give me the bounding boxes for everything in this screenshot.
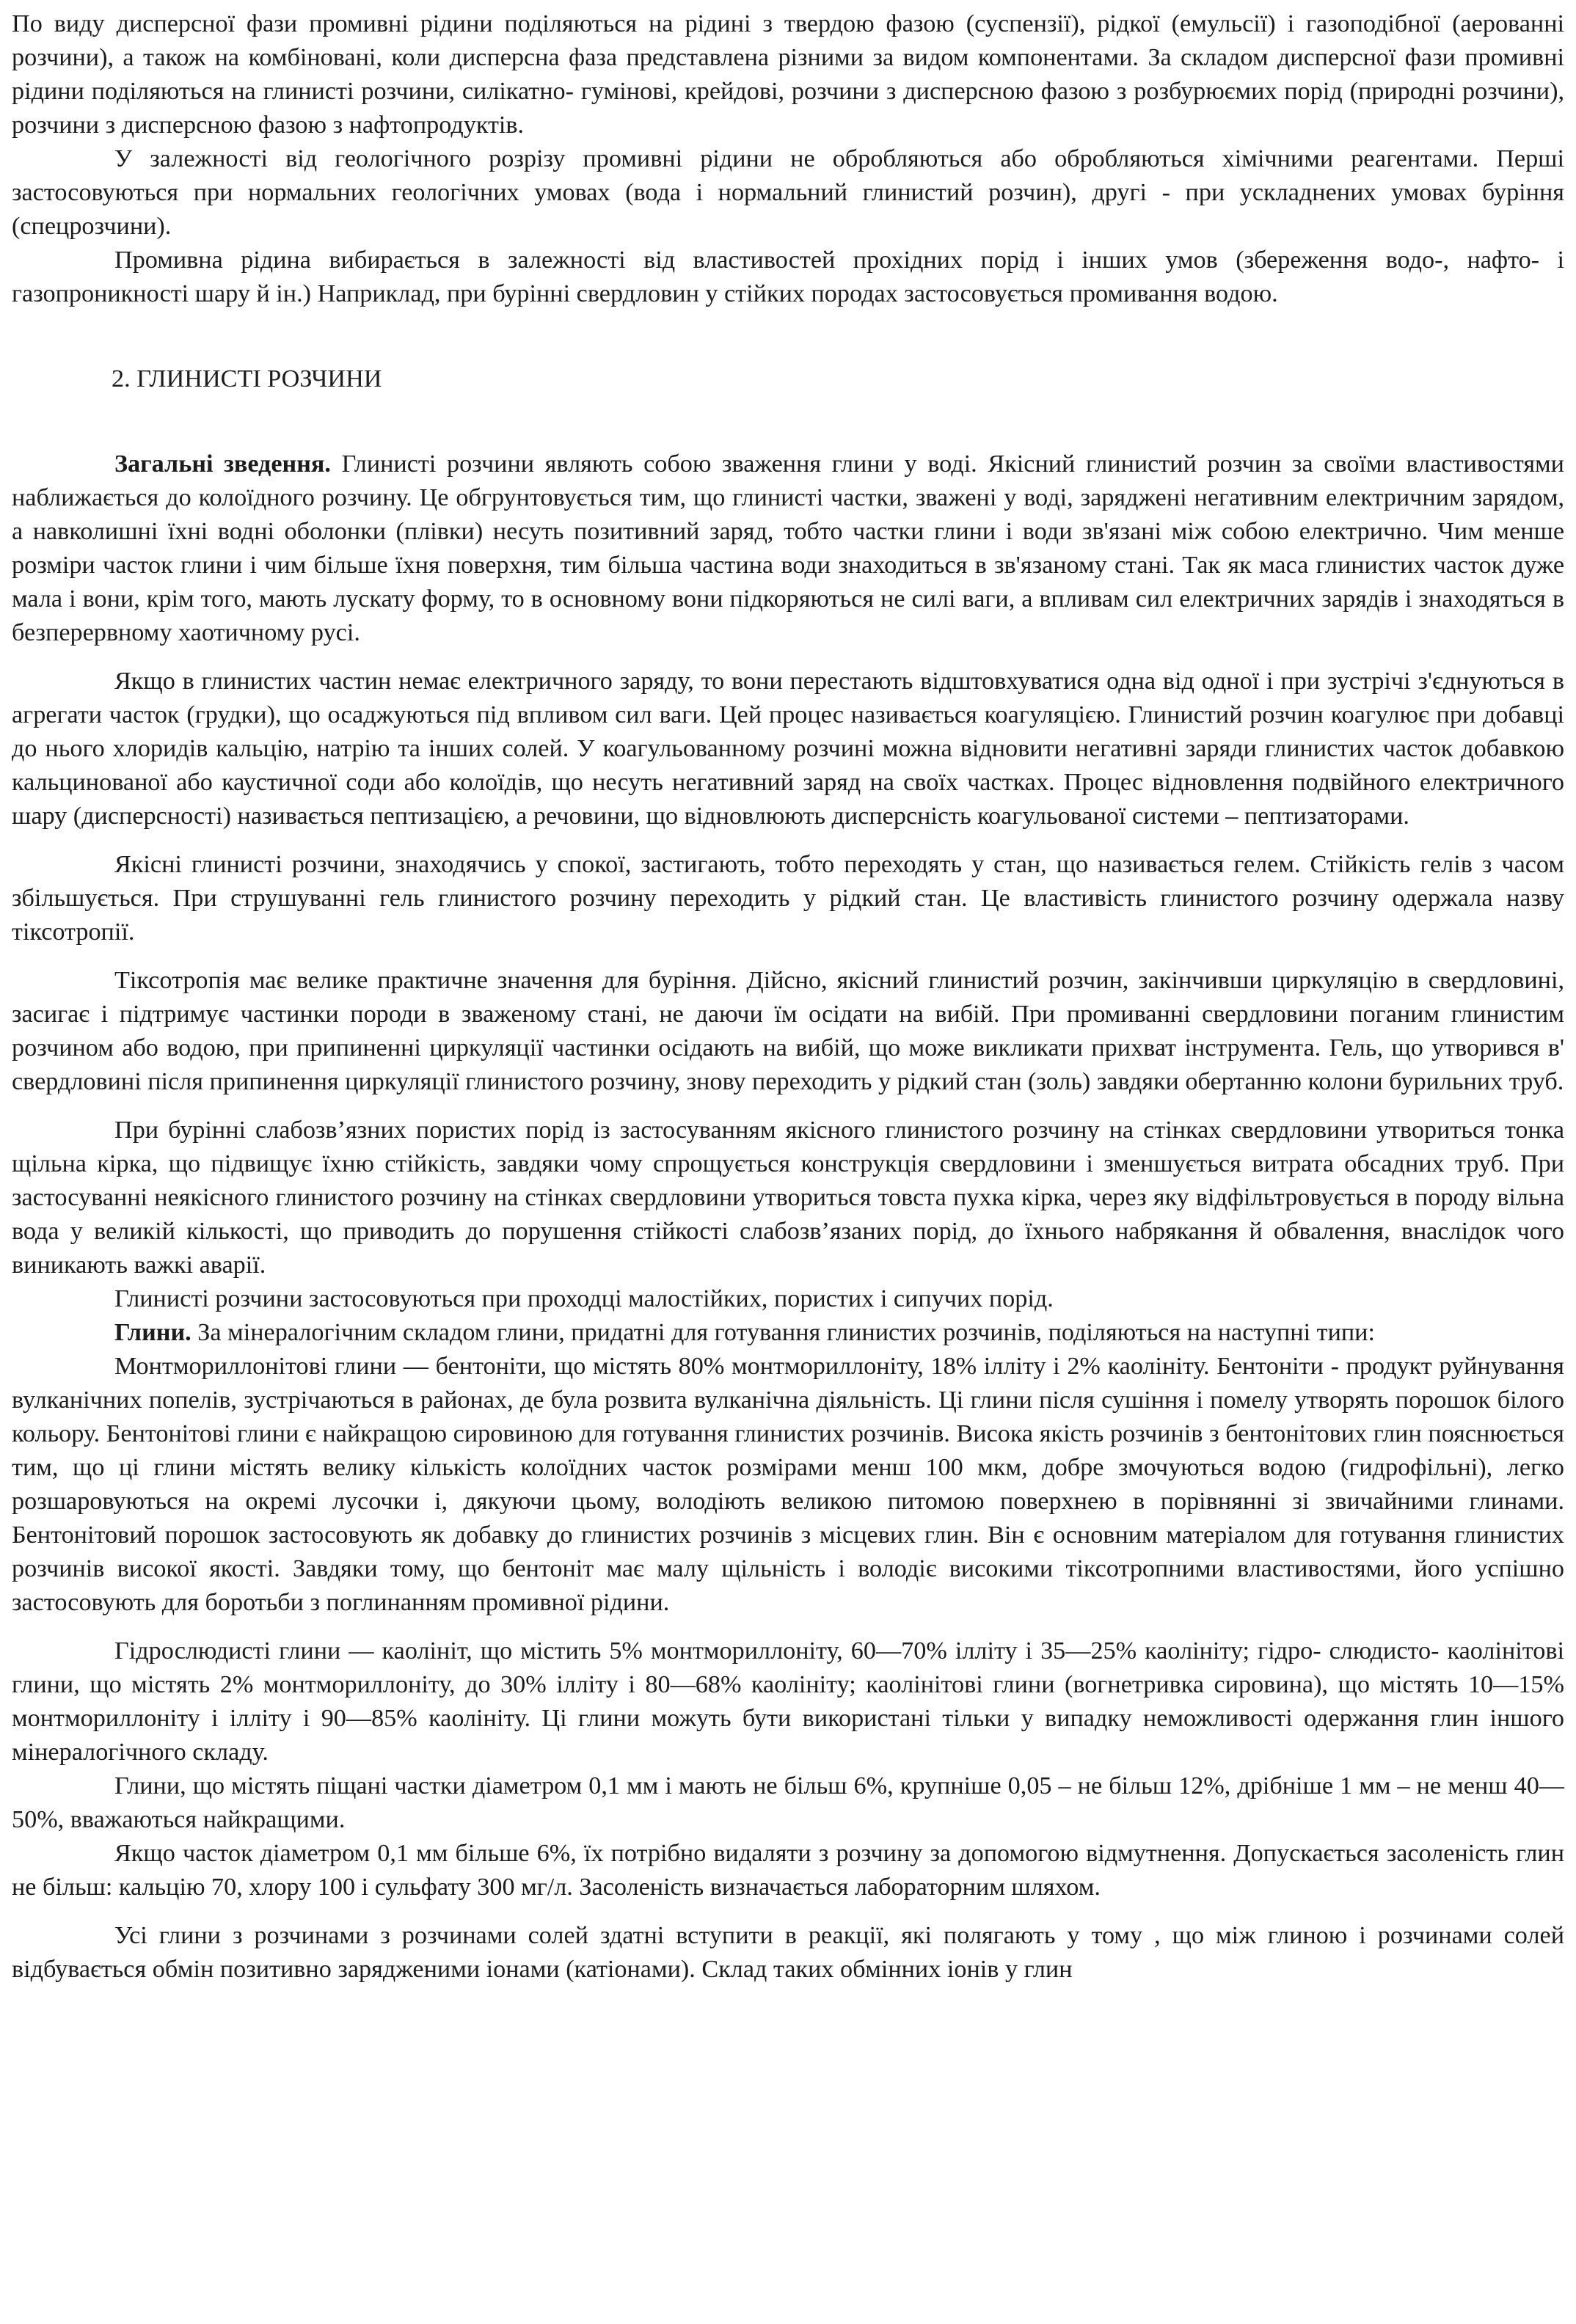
paragraph-general-info — [12, 447, 1564, 650]
paragraph-salinity: Якщо часток діаметром 0,1 мм більше 6%, їх потрібно видаляти з розчину за допомогою відмутнення. Допускається засоленість глин не більш: кальцію 70, хлору 100 і сульфату 300 мг/л. Засоленість визначається лабораторним шляхом. — [12, 1840, 1564, 1901]
paragraph-lead-general-info: Загальні зведення. — [114, 450, 331, 478]
paragraph-dispersed-phase-types: По виду дисперсної фази промивні рідини поділяються на рідині з твердою фазою (суспензії), рідкої (емульсії) і газоподібної (аерованні розчини), а також на комбіновані, коли дисперсна фаза представлена різними за видом компонентами. За складом дисперсної фази промивні рідини поділяються на глинисті розчини, силікатно- гумінові, крейдові, розчини з дисперсною фазою з розбурюємих порід (природні розчини), розчини з дисперсною фазою з нафтопродуктів. — [12, 10, 1564, 139]
paragraph-ion-exchange: Усі глини з розчинами з розчинами солей здатні вступити в реакції, які полягають у тому , що між глиною і розчинами солей відбувається обмін позитивно зарядженими іонами (катіонами). Склад таких обмінних іонів у глин — [12, 1922, 1564, 1983]
paragraph-thixotropy: Тіксотропія має велике практичне значення для буріння. Дійсно, якісний глинистий розчин, закінчивши циркуляцію в свердловині, засигає і підтримує частинки породи в зваженому стані, не даючи їм осідати на вибій. При промиванні свердловини поганим глинистим розчином або водою, при припиненні циркуляції частинки осідають на вибій, що може викликати прихват інструмента. Гель, що утворився в' свердловині після припинення циркуляції глинистого розчину, знову переходить у рідкий стан (золь) завдяки обертанню колони бурильних труб. — [12, 967, 1564, 1095]
paragraph-clays-text: За мінералогічним складом глини, придатні для готування глинистих розчинів, поділяються на наступні типи: — [191, 1319, 1375, 1346]
paragraph-general-info-text: Глинисті розчини являють собою зваження глини у воді. Якісний глинистий розчин за своїми властивостями наближається до колоїдного розчину. Це обгрунтовується тим, що глинисті частки, зважені у воді, заряджені негативним електричним зарядом, а навколишні їхні водні оболонки (плівки) несуть позитивний заряд, тобто частки глини і води зв'язані між собою електрично. Чим менше розміри часток глини і чим більше їхня поверхня, тим більша частина води знаходиться в зв'язаному стані. Так як маса глинистих часток дуже мала і вони, крім того, мають лускату форму, то в основному вони підкоряються не силі ваги, а впливам сил електричних зарядів і знаходяться в безперервному хаотичному русі. — [12, 450, 1564, 646]
paragraph-montmorillonite: Монтмориллонітові глини — бентоніти, що містять 80% монтмориллоніту, 18% ілліту і 2% каолініту. Бентоніти - продукт руйнування вулканічних попелів, зустрічаються в районах, де була розвита вулканічна діяльність. Ці глини після сушіння і помелу утворять порошок білого кольору. Бентонітові глини є найкращою сировиною для готування глинистих розчинів. Висока якість розчинів з бентонітових глин пояснюється тим, що ці глини містять велику кількість колоїдних часток розмірами менш 100 мкм, добре змочуються водою (гидрофільні), легко розшаровуються на окремі лусочки і, дякуючи цьому, володіють великою питомою поверхнею в порівнянні зі звичайними глинами. Бентонітовий порошок застосовують як добавку до глинистих розчинів з місцевих глин. Він є основним матеріалом для готування глинистих розчинів високої якості. Завдяки тому, що бентоніт має малу щільність і володіє високими тіксотропними властивостями, його успішно застосовують для боротьби з поглинанням промивної рідини. — [12, 1353, 1564, 1616]
paragraph-hydromica: Гідрослюдисті глини — каолініт, що містить 5% монтмориллоніту, 60—70% ілліту і 35—25% каолініту; гідро- слюдисто- каолінітові глини, що містять 2% монтмориллоніту, до 30% ілліту і 80—68% каолініту; каолінітові глини (вогнетривка сировина), що містять 10—15% монтмориллоніту і ілліту і 90—85% каолініту. Ці глини можуть бути використані тільки у випадку неможливості одержання глин іншого мінералогічного складу. — [12, 1637, 1564, 1766]
paragraph-sand-particles: Глини, що містять піщані частки діаметром 0,1 мм і мають не більш 6%, крупніше 0,05 – не більш 12%, дрібніше 1 мм – не менш 40—50%, вважаються найкращими. — [12, 1772, 1564, 1833]
section-heading: 2. ГЛИНИСТІ РОЗЧИНИ — [112, 365, 382, 392]
paragraph-clays — [12, 1316, 1564, 1350]
paragraph-gel: Якісні глинисті розчини, знаходячись у спокої, застигають, тобто переходять у стан, що називається гелем. Стійкість гелів з часом збільшується. При струшуванні гель глинистого розчину переходить у рідкий стан. Це властивість глинистого розчину одержала назву тіксотропії. — [12, 851, 1564, 946]
paragraph-wall-cake: При бурінні слабозв’язних пористих порід із застосуванням якісного глинистого розчину на стінках свердловини утвориться тонка щільна кірка, що підвищує їхню стійкість, завдяки чому спрощується конструкція свердловини і зменшується витрата обсадних труб. При застосуванні неякісного глинистого розчину на стінках свердловини утвориться товста пухка кірка, через яку відфільтровується в породу вільна вода у великій кількості, що приводить до порушення стійкості слабозв’язаних порід, до їхнього набрякання й обвалення, внаслідок чого виникають важкі аварії. — [12, 1117, 1564, 1279]
paragraph-coagulation: Якщо в глинистих частин немає електричного заряду, то вони перестають відштовхуватися одна від одної і при зустрічі з'єднуються в агрегати часток (грудки), що осаджуються під впливом сил ваги. Цей процес називається коагуляцією. Глинистий розчин коагулює при добавці до нього хлоридів кальцію, натрію та інших солей. У коагульованному розчині можна відновити негативні заряди глинистих часток добавкою кальцинованої або каустичної соди або колоїдів, що несуть негативний заряд на своїх частках. Процес відновлення подвійного електричного шару (дисперсності) називається пептизацією, а речовини, що відновлюють дисперсність коагульованої системи – пептизаторами. — [12, 668, 1564, 830]
paragraph-chemical-treatment: У залежності від геологічного розрізу промивні рідини не обробляються або обробляються хімічними реагентами. Перші застосовуються при нормальних геологічних умовах (вода і нормальний глинистий розчин), другі - при ускладнених умовах буріння (спецрозчини). — [12, 145, 1564, 240]
paragraph-fluid-selection: Промивна рідина вибирається в залежності від властивостей прохідних порід і інших умов (збереження водо-, нафто- і газопроникності шару й ін.) Наприклад, при бурінні свердловин у стійких породах застосовується промивання водою. — [12, 246, 1564, 307]
paragraph-lead-clays: Глини. — [114, 1319, 191, 1346]
paragraph-application: Глинисті розчини застосовуються при проходці малостійких, пористих і сипучих порід. — [114, 1285, 1054, 1312]
